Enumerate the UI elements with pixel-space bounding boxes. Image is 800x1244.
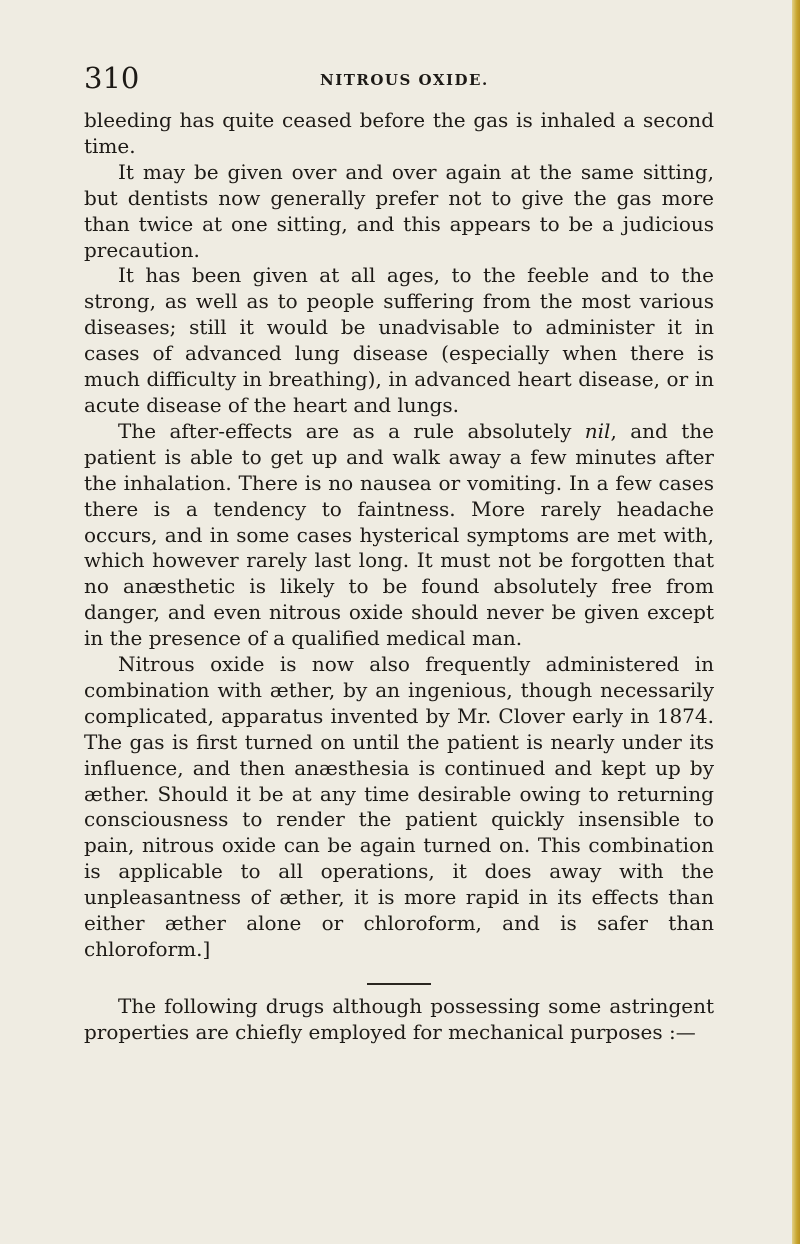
paragraph-after-effects — [84, 419, 714, 652]
page-header — [84, 60, 714, 100]
running-title: NITROUS OXIDE. — [320, 71, 489, 89]
italic-term-nil: nil — [584, 418, 611, 443]
after-effects-text-end: , and the patient is able to get up and walk away a few minutes after the inhalation. There is no nausea or vomiting. In a few cases there is a tendency to faintness. More rarely headache occurs, and in some cases hysterical symptoms are met with, which however rarely last long. It must not be forgotten that no anæsthetic is likely to be found absolutely free from danger, and even nitrous oxide should never be given except in the presence of a qualified medical man. — [84, 418, 714, 651]
section-divider-rule — [367, 983, 431, 985]
body-text — [84, 108, 714, 1046]
paragraph-astringent-drugs: The following drugs although possessing some astringent properties are chiefly employed for mechanical purposes :— — [84, 993, 714, 1044]
paragraph-continued: bleeding has quite ceased before the gas is inhaled a second time. — [84, 108, 714, 158]
after-effects-text-start: The after-effects are as a rule absolutely — [118, 418, 585, 443]
paragraph-contraindications: It has been given at all ages, to the feeble and to the strong, as well as to people suffering from the most various diseases; still it would be unadvisable to administer it in cases of advanced lung disease (especially when there is much difficulty in breathing), in advanced heart disease, or in acute disease of the heart and lungs. — [84, 263, 714, 417]
paragraph-repeat-dosing: It may be given over and over again at the same sitting, but dentists now generally prefer not to give the gas more than twice at one sitting, and this appears to be a judicious precaution. — [84, 159, 714, 262]
paragraph-combination-with-aether: Nitrous oxide is now also frequently administered in combination with æther, by an ingenious, though necessarily complicated, apparatus invented by Mr. Clover early in 1874. The gas is first turned on until the patient is nearly under its influence, and then anæsthesia is continued and kept up by æther. Should it be at any time desirable owing to returning consciousness to render the patient quickly insensible to pain, nitrous oxide can be again turned on. This combination is applicable to all operations, it does away with the unpleasantness of æther, it is more rapid in its effects than either æther alone or chloroform, and is safer than chloroform.] — [84, 652, 714, 961]
page-number: 310 — [84, 61, 140, 95]
gilt-page-edge — [792, 0, 800, 1244]
